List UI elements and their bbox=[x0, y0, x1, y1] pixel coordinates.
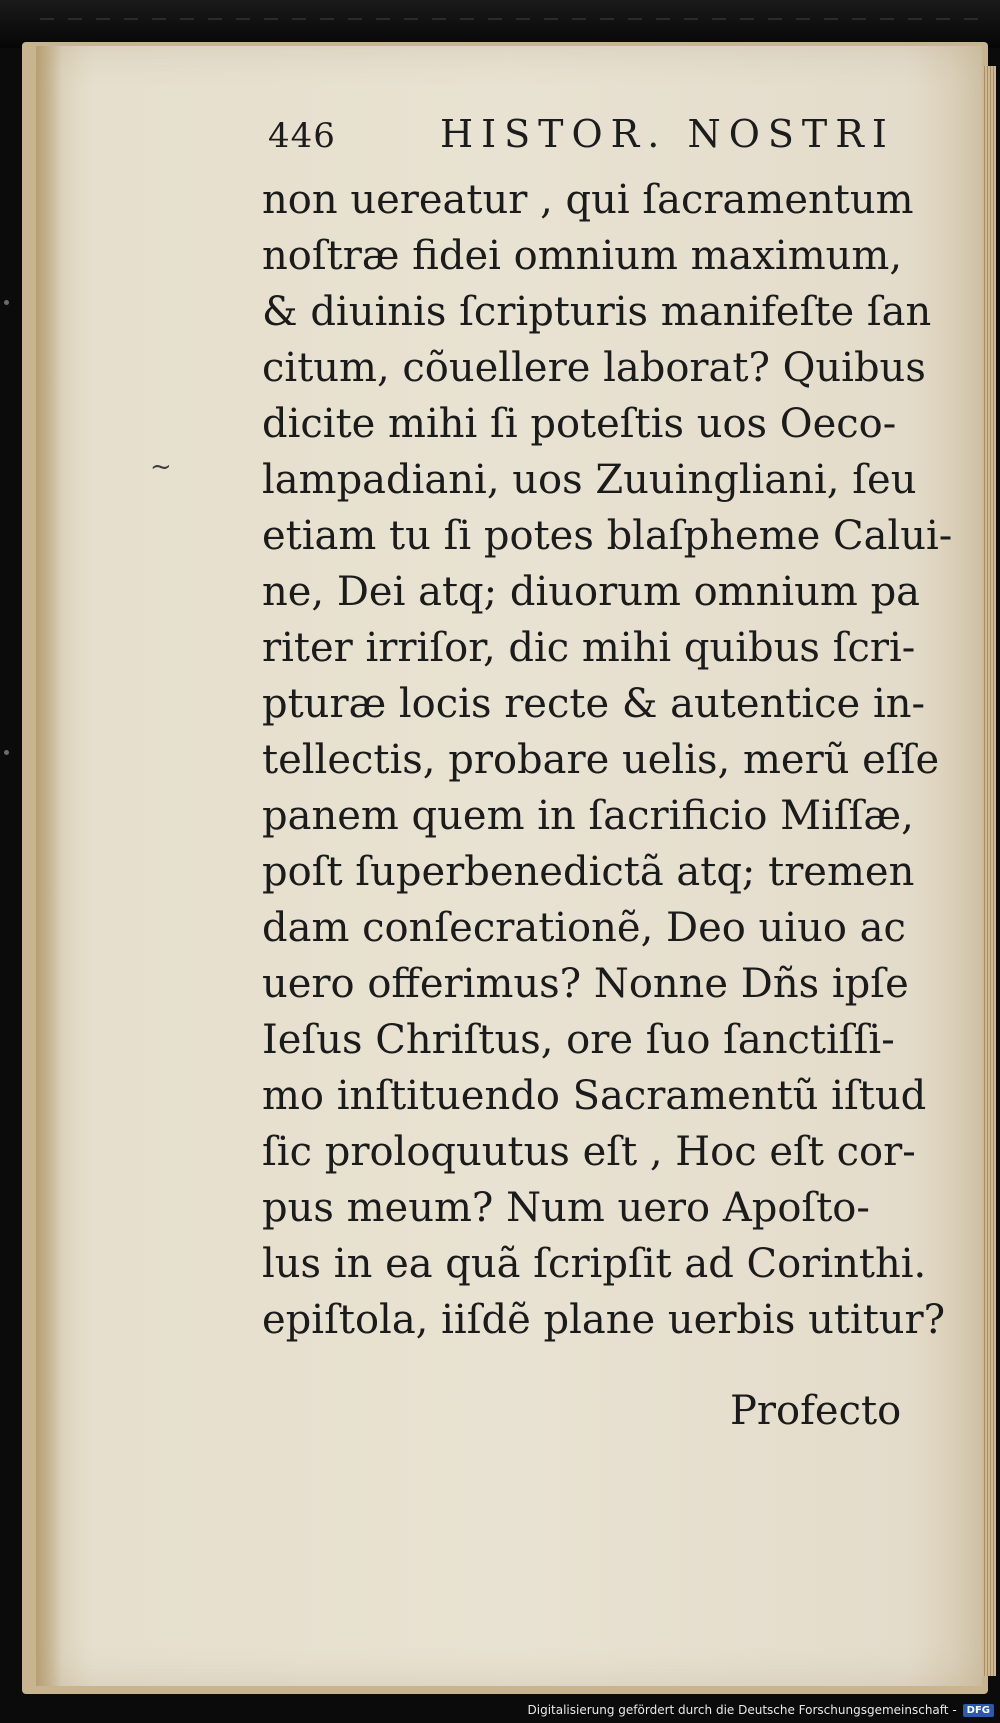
text-line: pus meum? Num uero Apoſto- bbox=[262, 1185, 870, 1231]
body-text bbox=[262, 172, 952, 1348]
text-line: mo inſtituendo Sacramentũ iſtud bbox=[262, 1073, 927, 1119]
digitization-credit bbox=[528, 1700, 995, 1720]
text-line: etiam tu ſi potes blaſpheme Calui- bbox=[262, 513, 953, 559]
text-line: ne, Dei atq; diuorum omnium pa bbox=[262, 569, 921, 615]
text-line: noſtræ fidei omnium maximum, bbox=[262, 233, 903, 279]
text-line: poſt ſuperbenedictã atq; tremen bbox=[262, 849, 915, 895]
text-line: lus in ea quã ſcripſit ad Corinthi. bbox=[262, 1241, 927, 1287]
running-head: HISTOR. NOSTRI bbox=[440, 112, 895, 156]
margin-speck bbox=[4, 300, 9, 305]
credit-text: Digitalisierung gefördert durch die Deutsche Forschungsgemeinschaft - bbox=[527, 1703, 957, 1717]
text-line: & diuinis ſcripturis manifeſte ſan bbox=[262, 289, 932, 335]
page-header bbox=[268, 108, 908, 168]
page-number: 446 bbox=[268, 116, 336, 156]
text-line: dam conſecrationẽ, Deo uiuo ac bbox=[262, 905, 906, 951]
marginal-mark: ~ bbox=[150, 452, 172, 482]
text-line: Ieſus Chriſtus, ore ſuo ſanctiſſi- bbox=[262, 1017, 895, 1063]
text-line: tellectis, probare uelis, merũ eſſe bbox=[262, 737, 940, 783]
catchword: Profecto bbox=[730, 1388, 902, 1434]
book-top-edge bbox=[0, 0, 1000, 48]
fore-edge bbox=[982, 66, 996, 1676]
gutter-shadow bbox=[36, 46, 62, 1686]
text-line: panem quem in ſacrificio Miſſæ, bbox=[262, 793, 914, 839]
text-line: ſic proloquutus eſt , Hoc eſt cor- bbox=[262, 1129, 916, 1175]
text-line: riter irriſor, dic mihi quibus ſcri- bbox=[262, 625, 916, 671]
text-line: non uereatur , qui ſacramentum bbox=[262, 177, 914, 223]
text-line: dicite mihi ſi poteſtis uos Oeco- bbox=[262, 401, 897, 447]
dfg-logo-icon: DFG bbox=[963, 1704, 994, 1717]
text-line: uero offerimus? Nonne Dñs ipſe bbox=[262, 961, 909, 1007]
text-line: citum, cõuellere laborat? Quibus bbox=[262, 345, 926, 391]
text-line: pturæ locis recte & autentice in- bbox=[262, 681, 926, 727]
margin-speck bbox=[4, 750, 9, 755]
text-line: epiſtola, iiſdẽ plane uerbis utitur? bbox=[262, 1297, 946, 1343]
text-line: lampadiani, uos Zuuingliani, ſeu bbox=[262, 457, 917, 503]
